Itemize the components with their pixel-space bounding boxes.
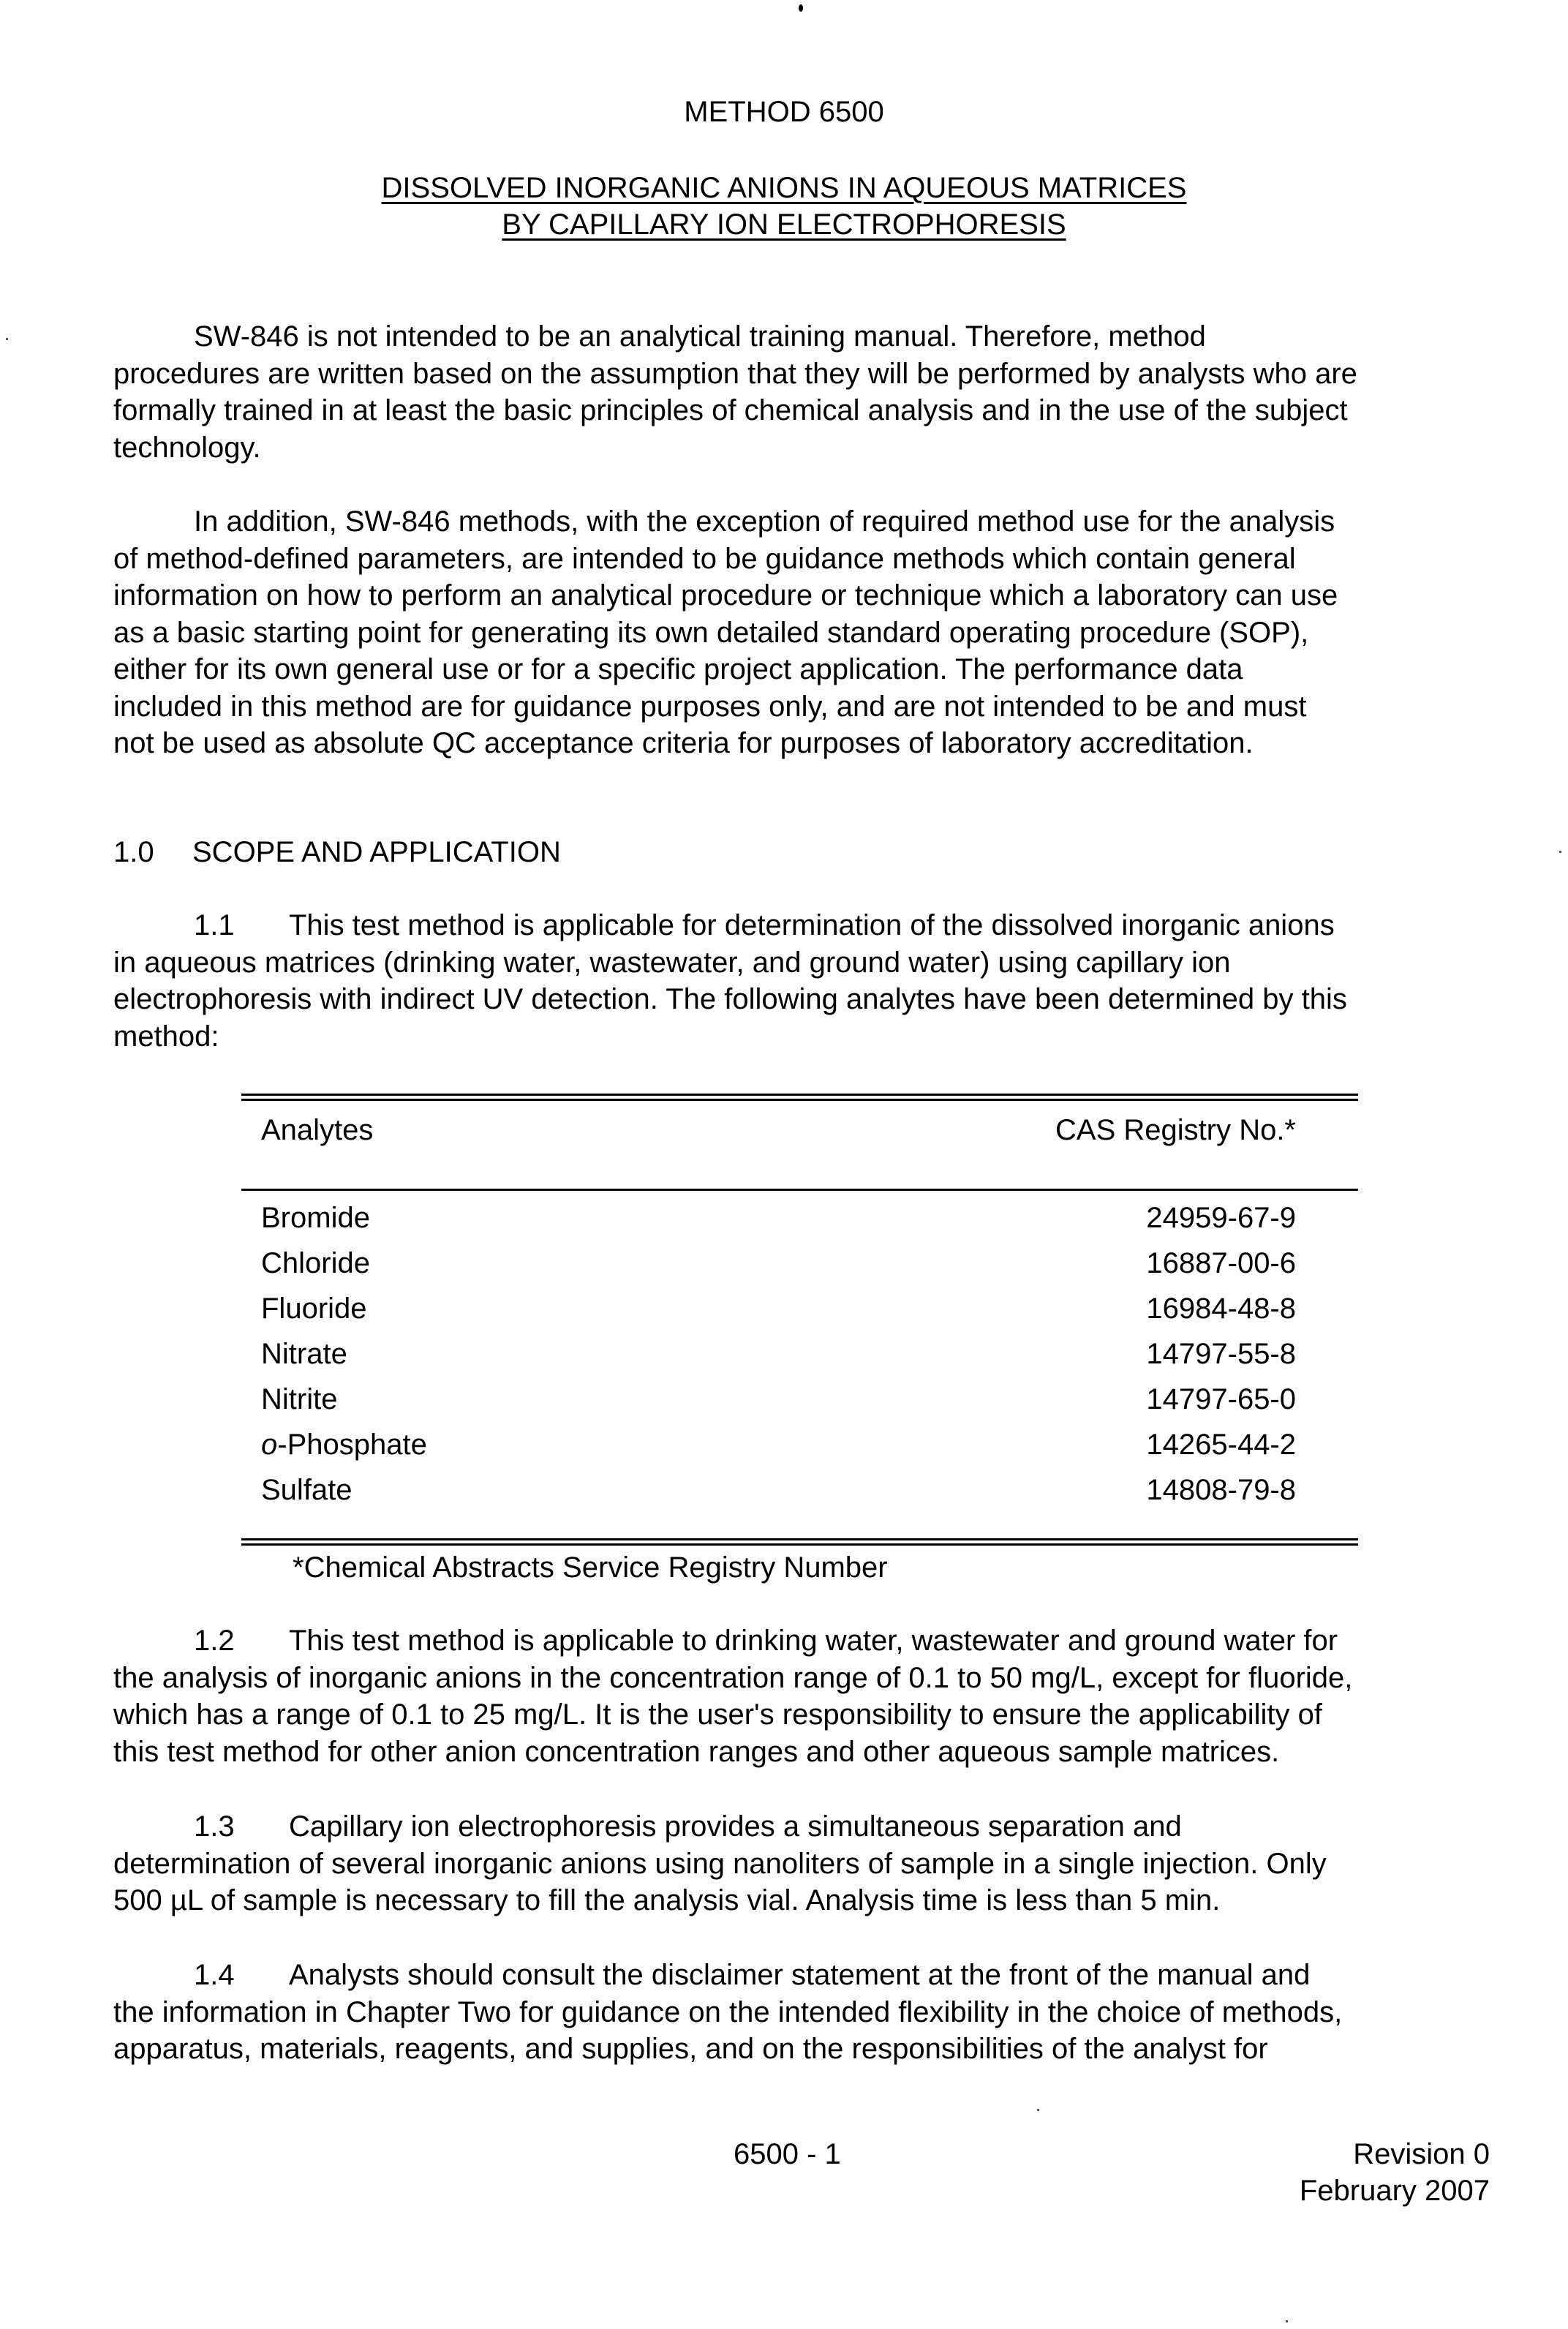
paragraph-1-3: 1.3 Capillary ion electrophoresis provides a simultaneous separation and determination of several inorganic anions using nanoliters of sample in a single injection. Only 500 µL of sample is necessary to fill the analysis vial. Analysis time is less than 5 min. [113, 1810, 1327, 1916]
column-header-analytes: Analytes [261, 1114, 374, 1146]
table-row: Bromide 24959-67-9 [261, 1202, 1296, 1234]
title-line-2: BY CAPILLARY ION ELECTROPHORESIS [502, 208, 1066, 241]
scan-mark [799, 4, 803, 12]
revision-date: February 2007 [1299, 2175, 1490, 2207]
table-row: Nitrate 14797-55-8 [261, 1338, 1296, 1370]
table-footnote: *Chemical Abstracts Service Registry Number [293, 1551, 888, 1584]
table-row: o-Phosphate 14265-44-2 [261, 1429, 1296, 1461]
section-heading [113, 834, 561, 871]
paragraph-1-4: 1.4 Analysts should consult the disclaimer statement at the front of the manual and the information in Chapter Two for guidance on the intended flexibility in the choice of methods, apparatus, materials, reagents, and supplies, and on the responsibilities of the analyst for [113, 1959, 1343, 2065]
table-bottom-rule [241, 1538, 1358, 1546]
method-number: METHOD 6500 [684, 96, 884, 128]
paragraph-1-2: 1.2 This test method is applicable to drinking water, wastewater and ground water for the analysis of inorganic anions in the concentration range of 0.1 to 50 mg/L, except for fluoride, which has a range of 0.1 to 25 mg/L. It is the user's responsibility to ensure the applicability of this test method for other anion concentration ranges and other aqueous sample matrices. [113, 1625, 1353, 1768]
header-rule [241, 1189, 1358, 1191]
table-row: Fluoride 16984-48-8 [261, 1293, 1296, 1325]
scan-speck [1037, 2109, 1039, 2111]
intro-paragraph-1: SW-846 is not intended to be an analytical training manual. Therefore, method procedures are written based on the assumption that they will be performed by analysts who are formally trained in at least the basic principles of chemical analysis and in the use of the subject technology. [113, 320, 1357, 464]
title-line-1: DISSOLVED INORGANIC ANIONS IN AQUEOUS MATRICES [381, 172, 1187, 204]
scan-speck [1559, 851, 1561, 853]
table-row: Sulfate 14808-79-8 [261, 1474, 1296, 1506]
table-row: Chloride 16887-00-6 [261, 1247, 1296, 1279]
page-number: 6500 - 1 [734, 2138, 841, 2170]
analytes-table [241, 1094, 1358, 1562]
paragraph-1-1: 1.1 This test method is applicable for determination of the dissolved inorganic anions in aqueous matrices (drinking water, wastewater, and ground water) using capillary ion electrophoresis with indirect UV detection. The following analytes have been determined by this method: [113, 909, 1347, 1053]
table-top-rule [241, 1094, 1358, 1101]
intro-paragraph-2: In addition, SW-846 methods, with the exception of required method use for the analysis of method-defined parameters, are intended to be guidance methods which contain general information on how to perform an analytical procedure or technique which a laboratory can use as a basic starting point for generating its own detailed standard operating procedure (SOP), either for its own general use or for a specific project application. The performance data included in this method are for guidance purposes only, and are not intended to be and must not be used as absolute QC acceptance criteria for purposes of laboratory accreditation. [113, 505, 1338, 759]
column-header-cas: CAS Registry No.* [1055, 1114, 1296, 1146]
table-row: Nitrite 14797-65-0 [261, 1383, 1296, 1415]
revision-label: Revision 0 [1353, 2138, 1490, 2170]
section-number: 1.0 [113, 836, 154, 868]
scan-speck [1286, 2320, 1288, 2322]
scan-speck [6, 338, 8, 340]
section-title: SCOPE AND APPLICATION [192, 836, 561, 868]
